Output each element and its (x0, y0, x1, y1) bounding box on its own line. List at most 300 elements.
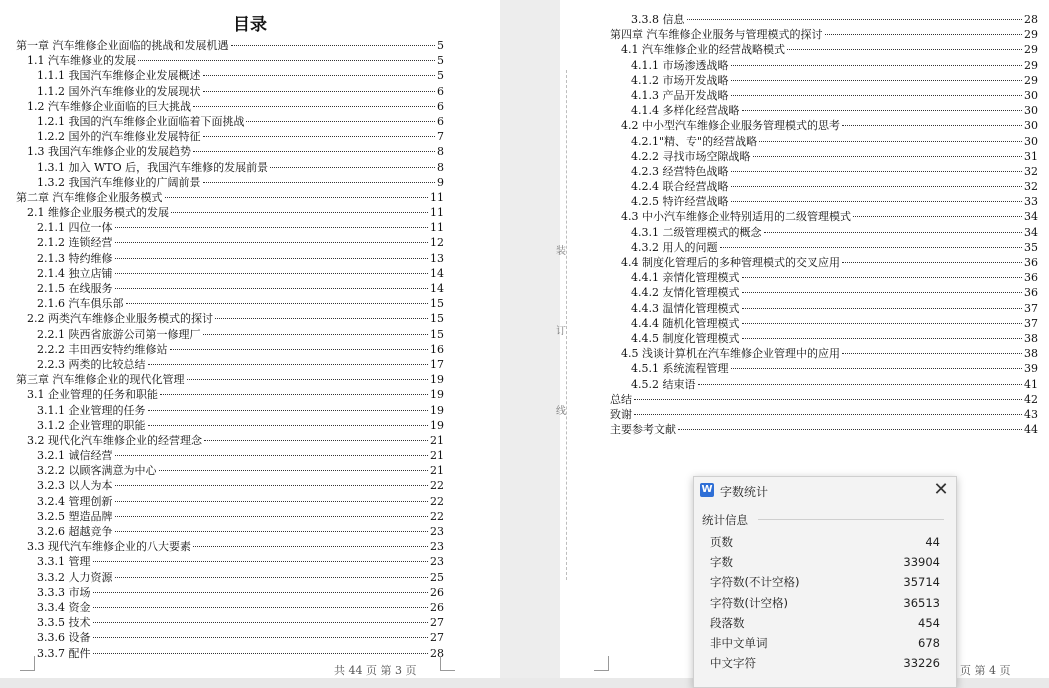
toc-entry[interactable] (610, 301, 1038, 316)
page-footer: 页 第 4 页 (960, 664, 1011, 677)
toc-page-number: 21 (430, 464, 444, 478)
toc-page-number: 36 (1024, 286, 1038, 300)
toc-leader-dots (634, 399, 1022, 400)
toc-page-number: 30 (1024, 88, 1038, 102)
stat-value: 678 (918, 635, 940, 650)
toc-entry[interactable] (16, 509, 444, 524)
toc-entry[interactable] (16, 372, 444, 387)
toc-leader-dots (203, 91, 436, 92)
toc-leader-dots (115, 577, 429, 578)
toc-entry-text: 4.4.1 亲情化管理模式 (631, 271, 740, 285)
toc-entry[interactable] (610, 164, 1038, 179)
toc-leader-dots (825, 34, 1023, 35)
toc-entry-text: 3.3.1 管理 (37, 555, 91, 569)
toc-page-number: 26 (430, 600, 444, 614)
toc-entry-text: 3.1.1 企业管理的任务 (37, 403, 146, 417)
toc-leader-dots (93, 592, 429, 593)
toc-page-number: 22 (430, 479, 444, 493)
toc-entry-text: 1.3 我国汽车维修企业的发展趋势 (27, 145, 191, 159)
toc-entry[interactable] (16, 144, 444, 159)
toc-entry[interactable] (16, 68, 444, 83)
binding-label: 装 (556, 246, 566, 257)
toc-page-number: 15 (430, 327, 444, 341)
toc-entry[interactable] (610, 270, 1038, 285)
toc-leader-dots (115, 273, 429, 274)
toc-entry[interactable] (16, 160, 444, 175)
toc-entry-text: 2.1.6 汽车俱乐部 (37, 297, 124, 311)
toc-entry[interactable] (610, 149, 1038, 164)
toc-entry[interactable] (16, 478, 444, 493)
word-count-dialog (693, 476, 957, 688)
toc-leader-dots (698, 384, 1023, 385)
toc-entry-text: 3.3.7 配件 (37, 646, 91, 660)
toc-entry-text: 总结 (610, 392, 632, 406)
toc-page-number: 30 (1024, 104, 1038, 118)
toc-page-number: 11 (430, 190, 444, 204)
stat-value: 454 (918, 615, 940, 630)
toc-entry-text: 3.3.2 人力资源 (37, 570, 113, 584)
toc-leader-dots (171, 212, 428, 213)
toc-page-number: 23 (430, 555, 444, 569)
toc-entry[interactable] (16, 84, 444, 99)
toc-entry[interactable] (610, 392, 1038, 407)
toc-leader-dots (203, 182, 436, 183)
toc-entry-text: 4.1.2 市场开发战略 (631, 73, 729, 87)
toc-page-number: 12 (430, 236, 444, 250)
toc-leader-dots (115, 242, 429, 243)
toc-page-number: 39 (1024, 362, 1038, 376)
toc-leader-dots (165, 197, 429, 198)
toc-entry-text: 4.2.5 特许经营战略 (631, 195, 729, 209)
toc-entry-text: 2.2 两类汽车维修企业服务模式的探讨 (27, 312, 213, 326)
binding-line (566, 70, 567, 580)
toc-title: 目录 (233, 15, 267, 35)
toc-entry-text: 4.3 中小汽车维修企业特别适用的二级管理模式 (621, 210, 851, 224)
toc-page-number: 36 (1024, 256, 1038, 269)
toc-page-number: 34 (1024, 210, 1038, 224)
toc-leader-dots (753, 156, 1023, 157)
toc-leader-dots (742, 292, 1023, 293)
toc-entry[interactable] (610, 255, 1038, 270)
toc-entry[interactable] (610, 27, 1038, 42)
toc-page-number: 19 (430, 388, 444, 402)
toc-leader-dots (203, 334, 429, 335)
toc-entry[interactable] (610, 240, 1038, 255)
stat-row (710, 532, 940, 552)
toc-page-number: 31 (1024, 149, 1038, 163)
stat-label: 字符数(计空格) (710, 595, 788, 610)
toc-page-number: 38 (1024, 347, 1038, 361)
toc-leader-dots (93, 653, 429, 654)
toc-entry[interactable] (610, 194, 1038, 209)
toc-entry-text: 2.1 维修企业服务模式的发展 (27, 206, 169, 220)
toc-page-number: 16 (430, 342, 444, 356)
toc-entry[interactable] (610, 422, 1038, 437)
toc-page-number: 29 (1024, 73, 1038, 87)
toc-entry[interactable] (610, 331, 1038, 346)
toc-entry[interactable] (16, 463, 444, 478)
toc-entry-text: 4.4.3 温情化管理模式 (631, 301, 740, 315)
toc-leader-dots (742, 308, 1023, 309)
toc-entry-text: 1.1.2 国外汽车维修业的发展现状 (37, 84, 201, 98)
toc-leader-dots (853, 216, 1022, 217)
toc-page-number: 22 (430, 509, 444, 523)
toc-entry-text: 4.1.3 产品开发战略 (631, 88, 729, 102)
toc-entry[interactable] (16, 342, 444, 357)
toc-page-number: 21 (430, 433, 444, 447)
toc-entry[interactable] (16, 205, 444, 220)
toc-leader-dots (842, 353, 1022, 354)
stat-row (710, 653, 940, 673)
toc-entry-text: 2.2.2 丰田西安特约维修站 (37, 342, 168, 356)
toc-page-number: 34 (1024, 225, 1038, 239)
toc-entry-text: 1.3.1 加入 WTO 后，我国汽车维修的发展前景 (37, 160, 269, 174)
toc-entry-text: 1.2.1 我国的汽车维修企业面临着下面挑战 (37, 114, 245, 128)
toc-leader-dots (731, 201, 1023, 202)
toc-entry-text: 3.3 现代汽车维修企业的八大要素 (27, 540, 191, 554)
toc-page-number: 21 (430, 449, 444, 463)
toc-entry[interactable] (16, 251, 444, 266)
page-corner-mark (20, 656, 35, 671)
stat-label: 中文字符 (710, 656, 756, 671)
toc-page-number: 29 (1024, 28, 1038, 42)
toc-leader-dots (204, 440, 428, 441)
toc-entry-text: 1.2.2 国外的汽车维修业发展特征 (37, 130, 201, 144)
toc-leader-dots (203, 136, 436, 137)
toc-entry[interactable] (16, 296, 444, 311)
toc-entry-text: 3.1.2 企业管理的职能 (37, 418, 146, 432)
toc-entry-text: 3.3.5 技术 (37, 616, 91, 630)
toc-leader-dots (115, 485, 429, 486)
toc-entry-text: 第二章 汽车维修企业服务模式 (16, 190, 163, 204)
toc-leader-dots (115, 531, 429, 532)
toc-entry-text: 2.1.4 独立店铺 (37, 266, 113, 280)
toc-entry-text: 4.4.2 友情化管理模式 (631, 286, 740, 300)
toc-leader-dots (742, 277, 1023, 278)
toc-entry[interactable] (16, 630, 444, 645)
stat-row (710, 572, 940, 592)
toc-leader-dots (115, 516, 429, 517)
toc-entry-text: 1.3.2 我国汽车维修业的广阔前景 (37, 175, 201, 189)
toc-leader-dots (634, 414, 1022, 415)
toc-entry[interactable] (16, 494, 444, 509)
toc-page-number: 7 (437, 130, 444, 144)
toc-leader-dots (720, 247, 1023, 248)
toc-entry-text: 3.3.8 信息 (631, 13, 685, 26)
binding-label: 订 (556, 326, 566, 337)
toc-entry-text: 2.2.1 陕西省旅游公司第一修理厂 (37, 327, 201, 341)
toc-leader-dots (731, 368, 1023, 369)
toc-leader-dots (115, 227, 429, 228)
toc-entry-text: 4.2 中小型汽车维修企业服务管理模式的思考 (621, 119, 840, 133)
stat-value: 33226 (903, 656, 940, 671)
toc-entry[interactable] (16, 418, 444, 433)
toc-entry-text: 3.2.5 塑造品牌 (37, 509, 113, 523)
toc-entry-text: 3.2.4 管理创新 (37, 494, 113, 508)
toc-leader-dots (231, 45, 436, 46)
stat-value: 36513 (903, 595, 940, 610)
toc-leader-dots (842, 262, 1022, 263)
toc-page-number: 5 (437, 54, 444, 68)
toc-entry[interactable] (16, 190, 444, 205)
toc-entry-text: 3.3.6 设备 (37, 631, 91, 645)
toc-page-number: 11 (430, 221, 444, 235)
toc-leader-dots (148, 364, 429, 365)
toc-entry[interactable] (16, 570, 444, 585)
close-icon[interactable]: ✕ (933, 479, 949, 500)
stat-row (710, 552, 940, 572)
dialog-title: 字数统计 (720, 485, 769, 499)
toc-entry[interactable] (16, 615, 444, 630)
toc-entry[interactable] (610, 118, 1038, 133)
toc-entry[interactable] (610, 12, 1038, 27)
page-gutter (500, 0, 560, 678)
toc-leader-dots (742, 110, 1023, 111)
toc-leader-dots (193, 106, 435, 107)
toc-leader-dots (187, 379, 429, 380)
toc-list-left (16, 38, 444, 661)
toc-leader-dots (731, 80, 1023, 81)
toc-page-number: 5 (437, 39, 444, 52)
toc-page-number: 28 (430, 646, 444, 660)
toc-page-number: 19 (430, 418, 444, 432)
toc-leader-dots (246, 121, 435, 122)
toc-page-number: 23 (430, 540, 444, 554)
toc-leader-dots (731, 65, 1023, 66)
toc-page-number: 37 (1024, 316, 1038, 330)
toc-entry-text: 1.1.1 我国汽车维修企业发展概述 (37, 69, 201, 83)
binding-label: 线 (556, 406, 566, 417)
toc-entry[interactable] (16, 311, 444, 326)
toc-page-number: 15 (430, 297, 444, 311)
toc-entry[interactable] (610, 42, 1038, 57)
toc-leader-dots (742, 338, 1023, 339)
toc-page-number: 11 (430, 206, 444, 220)
toc-entry[interactable] (610, 73, 1038, 88)
toc-page-number: 44 (1024, 423, 1038, 437)
toc-entry-text: 4.5.1 系统流程管理 (631, 362, 729, 376)
toc-page-number: 6 (437, 114, 444, 128)
toc-leader-dots (126, 303, 429, 304)
toc-entry-text: 3.2.6 超越竞争 (37, 525, 113, 538)
stat-label: 非中文单词 (710, 635, 768, 650)
toc-leader-dots (203, 75, 436, 76)
toc-entry[interactable] (610, 361, 1038, 376)
toc-leader-dots (270, 167, 435, 168)
toc-entry[interactable] (16, 129, 444, 144)
toc-page-number: 41 (1024, 377, 1038, 391)
toc-leader-dots (159, 470, 429, 471)
toc-leader-dots (731, 171, 1023, 172)
toc-entry[interactable] (16, 524, 444, 539)
toc-page-number: 8 (437, 145, 444, 159)
toc-entry[interactable] (610, 225, 1038, 240)
toc-leader-dots (170, 349, 429, 350)
toc-page-number: 25 (430, 570, 444, 584)
document-page-left (0, 0, 500, 678)
toc-entry-text: 主要参考文献 (610, 423, 676, 437)
toc-leader-dots (193, 151, 435, 152)
toc-page-number: 19 (430, 373, 444, 387)
toc-entry-text: 4.2.1"精、专"的经营战略 (631, 134, 758, 148)
toc-leader-dots (115, 288, 429, 289)
toc-leader-dots (678, 429, 1022, 430)
toc-entry-text: 4.2.3 经营特色战略 (631, 164, 729, 178)
toc-leader-dots (148, 410, 429, 411)
toc-leader-dots (115, 455, 429, 456)
toc-leader-dots (115, 501, 429, 502)
toc-page-number: 22 (430, 494, 444, 508)
toc-entry-text: 4.1 汽车维修企业的经营战略模式 (621, 43, 785, 57)
toc-entry[interactable] (610, 285, 1038, 300)
toc-leader-dots (742, 323, 1023, 324)
toc-page-number: 32 (1024, 180, 1038, 194)
toc-entry[interactable] (16, 235, 444, 250)
toc-entry[interactable] (610, 88, 1038, 103)
toc-leader-dots (759, 141, 1022, 142)
toc-entry-text: 1.1 汽车维修业的发展 (27, 54, 136, 68)
dialog-titlebar[interactable] (694, 477, 956, 503)
toc-entry-text: 3.2 现代化汽车维修企业的经营理念 (27, 433, 202, 447)
stat-label: 字符数(不计空格) (710, 575, 800, 590)
toc-entry-text: 3.2.3 以人为本 (37, 479, 113, 493)
toc-page-number: 29 (1024, 43, 1038, 57)
toc-entry[interactable] (610, 103, 1038, 118)
toc-leader-dots (93, 622, 429, 623)
stats-list (710, 532, 940, 673)
toc-entry[interactable] (610, 179, 1038, 194)
toc-entry[interactable] (16, 646, 444, 661)
toc-entry-text: 2.1.5 在线服务 (37, 282, 113, 295)
toc-entry[interactable] (16, 357, 444, 372)
toc-entry[interactable] (16, 53, 444, 68)
toc-page-number: 14 (430, 282, 444, 295)
toc-leader-dots (160, 394, 428, 395)
toc-entry[interactable] (16, 387, 444, 402)
toc-entry[interactable] (610, 134, 1038, 149)
toc-entry-text: 4.4.5 制度化管理模式 (631, 331, 740, 345)
toc-entry-text: 3.1 企业管理的任务和职能 (27, 388, 158, 402)
toc-entry-text: 4.4.4 随机化管理模式 (631, 316, 740, 330)
toc-entry[interactable] (16, 114, 444, 129)
toc-entry-text: 4.5 浅谈计算机在汽车维修企业管理中的应用 (621, 347, 840, 361)
toc-leader-dots (215, 318, 428, 319)
toc-entry[interactable] (16, 38, 444, 53)
toc-page-number: 27 (430, 616, 444, 630)
toc-entry-text: 4.1.1 市场渗透战略 (631, 58, 729, 72)
stat-value: 33904 (903, 555, 940, 570)
toc-page-number: 30 (1024, 119, 1038, 133)
toc-entry-text: 4.1.4 多样化经营战略 (631, 104, 740, 118)
toc-leader-dots (93, 637, 429, 638)
page-footer: 共 44 页 第 3 页 (334, 664, 417, 677)
stats-group-label: 统计信息 (702, 513, 748, 527)
toc-leader-dots (731, 95, 1023, 96)
toc-entry-text: 3.3.3 市场 (37, 585, 91, 599)
toc-entry-text: 致谢 (610, 407, 632, 421)
toc-leader-dots (842, 125, 1022, 126)
toc-leader-dots (687, 19, 1023, 20)
toc-entry[interactable] (16, 281, 444, 296)
toc-entry-text: 2.1.1 四位一体 (37, 221, 113, 235)
toc-leader-dots (138, 60, 435, 61)
toc-entry[interactable] (16, 266, 444, 281)
toc-page-number: 14 (430, 266, 444, 280)
toc-leader-dots (764, 232, 1023, 233)
toc-entry-text: 4.3.2 用人的问题 (631, 240, 718, 254)
toc-entry[interactable] (16, 99, 444, 114)
toc-entry-text: 4.4 制度化管理后的多种管理模式的交叉应用 (621, 256, 840, 269)
toc-page-number: 27 (430, 631, 444, 645)
toc-entry[interactable] (16, 327, 444, 342)
stat-row (710, 593, 940, 613)
stat-row (710, 613, 940, 633)
toc-list-right (610, 12, 1038, 437)
toc-entry[interactable] (610, 316, 1038, 331)
toc-entry[interactable] (610, 346, 1038, 361)
toc-leader-dots (115, 258, 429, 259)
toc-entry[interactable] (16, 433, 444, 448)
toc-page-number: 19 (430, 403, 444, 417)
toc-leader-dots (148, 425, 429, 426)
toc-page-number: 37 (1024, 301, 1038, 315)
toc-page-number: 6 (437, 99, 444, 113)
toc-page-number: 9 (437, 175, 444, 189)
toc-page-number: 28 (1024, 13, 1038, 26)
toc-page-number: 8 (437, 160, 444, 174)
stat-row (710, 633, 940, 653)
toc-entry[interactable] (16, 600, 444, 615)
toc-entry[interactable] (16, 220, 444, 235)
toc-leader-dots (731, 186, 1023, 187)
stat-label: 页数 (710, 535, 733, 549)
toc-entry[interactable] (610, 209, 1038, 224)
stat-label: 字数 (710, 555, 733, 570)
toc-leader-dots (787, 49, 1022, 50)
toc-entry[interactable] (610, 58, 1038, 73)
toc-page-number: 15 (430, 312, 444, 326)
toc-page-number: 13 (430, 251, 444, 265)
toc-entry-text: 4.2.4 联合经营战略 (631, 180, 729, 194)
toc-entry[interactable] (16, 554, 444, 569)
toc-entry[interactable] (16, 175, 444, 190)
toc-entry-text: 3.2.1 诚信经营 (37, 449, 113, 463)
toc-entry-text: 3.3.4 资金 (37, 600, 91, 614)
toc-page-number: 33 (1024, 195, 1038, 209)
toc-entry-text: 1.2 汽车维修企业面临的巨大挑战 (27, 99, 191, 113)
stat-label: 段落数 (710, 615, 745, 630)
toc-entry[interactable] (610, 377, 1038, 392)
toc-leader-dots (193, 546, 428, 547)
toc-entry[interactable] (16, 403, 444, 418)
toc-entry-text: 第三章 汽车维修企业的现代化管理 (16, 373, 185, 387)
toc-page-number: 17 (430, 357, 444, 371)
toc-page-number: 32 (1024, 164, 1038, 178)
toc-entry[interactable] (16, 585, 444, 600)
toc-entry[interactable] (16, 448, 444, 463)
toc-page-number: 35 (1024, 240, 1038, 254)
stat-value: 35714 (903, 575, 940, 590)
toc-entry-text: 2.1.2 连锁经营 (37, 236, 113, 250)
toc-entry[interactable] (610, 407, 1038, 422)
toc-page-number: 43 (1024, 407, 1038, 421)
toc-page-number: 36 (1024, 271, 1038, 285)
toc-entry-text: 4.3.1 二级管理模式的概念 (631, 225, 762, 239)
toc-entry[interactable] (16, 539, 444, 554)
page-corner-mark (594, 656, 609, 671)
toc-entry-text: 2.2.3 两类的比较总结 (37, 357, 146, 371)
toc-page-number: 29 (1024, 58, 1038, 72)
